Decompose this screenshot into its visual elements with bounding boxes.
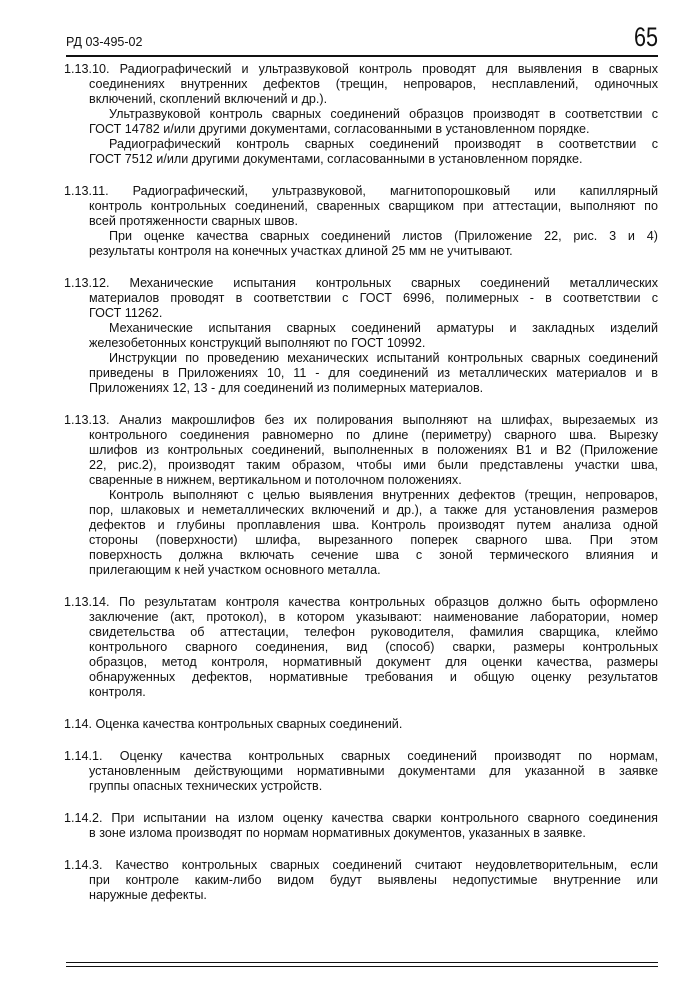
- text-line: 1.14.3. Качество контрольных сварных соединений считают неудовлетворительным, если: [64, 858, 658, 872]
- text-line: при контроле каким-либо видом будут выявлены недопустимые внутренние или: [89, 873, 658, 887]
- text-line: образцов, метод контроля, нормативный документ для оценки качества, размеры: [89, 655, 658, 669]
- text-line: 1.13.12. Механические испытания контрольных сварных соединений металлических: [64, 276, 658, 290]
- text-line: 1.13.14. По результатам контроля качества контрольных образцов должно быть оформлено: [64, 595, 658, 609]
- text-line: 22, рис.2), производят таким образом, чтобы ими были представлены участки шва,: [89, 458, 658, 472]
- text-line: Механические испытания сварных соединений арматуры и закладных изделий: [109, 321, 658, 335]
- text-line: стороны (поверхности) шлифа, вырезанного поперек сварного шва. При этом: [89, 533, 658, 547]
- text-line: контрольного сварного соединения, вид (способ) сварки, размеры контрольных: [89, 640, 658, 654]
- text-line: контрольного соединения равномерно по длине (периметру) сварного шва. Вырезку: [89, 428, 658, 442]
- text-line: всей протяженности сварных швов.: [89, 214, 298, 228]
- text-line: приведены в Приложениях 10, 11 - для соединений из металлических материалов и в: [89, 366, 658, 380]
- text-line: включений, скоплений включений и др.).: [89, 92, 328, 106]
- text-line: заключение (акт, протокол), в котором указывают: наименование лаборатории, номер: [89, 610, 658, 624]
- text-line: Контроль выполняют с целью выявления внутренних дефектов (трещин, непроваров,: [109, 488, 658, 502]
- text-line: пор, шлаковых и неметаллических включений и др.), а также для установления размеров: [89, 503, 658, 517]
- text-line: в зоне излома производят по нормам нормативных документов, указанных в заявке.: [89, 826, 586, 840]
- text-line: Инструкции по проведению механических испытаний контрольных сварных соединений: [109, 351, 658, 365]
- paragraph-1-13-14: [64, 595, 658, 700]
- text-line: При оценке качества сварных соединений листов (Приложение 22, рис. 3 и 4): [109, 229, 658, 243]
- paragraph-1-14-2: [64, 811, 658, 841]
- header-divider: [66, 55, 658, 57]
- paragraph-1-13-13: [64, 413, 658, 578]
- document-body: [64, 62, 658, 920]
- text-line: материалов проводят в соответствии с ГОСТ 6996, полимерных - в соответствии с: [89, 291, 658, 305]
- text-line: ГОСТ 14782 и/или другими документами, согласованными в установленном порядке.: [89, 122, 590, 136]
- text-line: 1.13.10. Радиографический и ультразвуковой контроль проводят для выявления в сварных: [64, 62, 658, 76]
- text-line: Радиографический контроль сварных соединений производят в соответствии с: [109, 137, 658, 151]
- text-line: наружные дефекты.: [89, 888, 207, 902]
- text-line: 1.14.1. Оценку качества контрольных сварных соединений производят по нормам,: [64, 749, 658, 763]
- text-line: прилегающим к ней участком основного металла.: [89, 563, 381, 577]
- text-line: результаты контроля на конечных участках длиной 25 мм не учитывают.: [89, 244, 513, 258]
- text-line: 1.14.2. При испытании на излом оценку качества сварки контрольного сварного соединения: [64, 811, 658, 825]
- text-line: Ультразвуковой контроль сварных соединений образцов производят в соответствии с: [109, 107, 658, 121]
- text-line: соединениях внутренних дефектов (трещин, непроваров, несплавлений, одиночных: [89, 77, 658, 91]
- text-line: ГОСТ 11262.: [89, 306, 163, 320]
- text-line: дефектов и глубины проплавления шва. Контроль производят путем анализа одной: [89, 518, 658, 532]
- paragraph-1-13-10: [64, 62, 658, 167]
- text-line: контроля.: [89, 685, 146, 699]
- paragraph-1-14-1: [64, 749, 658, 794]
- text-line: Приложениях 12, 13 - для соединений из полимерных материалов.: [89, 381, 484, 395]
- text-line: ГОСТ 7512 и/или другими документами, согласованными в установленном порядке.: [89, 152, 583, 166]
- text-line: сваренные в нижнем, вертикальном и потолочном положениях.: [89, 473, 462, 487]
- paragraph-1-13-11: [64, 184, 658, 259]
- text-line: шлифов из контрольных соединений, выполненных в положениях В1 и В2 (Приложение: [89, 443, 658, 457]
- text-line: группы опасных технических устройств.: [89, 779, 323, 793]
- paragraph-1-14: [64, 717, 658, 732]
- text-line: установленным действующими нормативными документами для указанной в заявке: [89, 764, 658, 778]
- paragraph-1-13-12: [64, 276, 658, 396]
- section-heading: 1.14. Оценка качества контрольных сварных соединений.: [64, 717, 403, 731]
- text-line: контроль контрольных соединений, сваренных сварщиком при аттестации, выполняют по: [89, 199, 658, 213]
- page-number: 65: [633, 22, 658, 52]
- text-line: поверхность должна включать сечение шва с зоной термического влияния и: [89, 548, 658, 562]
- text-line: свидетельства об аттестации, телефон руководителя, фамилия сварщика, клеймо: [89, 625, 658, 639]
- footer-divider-bottom: [66, 966, 658, 967]
- footer-divider-top: [66, 962, 658, 963]
- text-line: 1.13.11. Радиографический, ультразвуковой, магнитопорошковый или капиллярный: [64, 184, 658, 198]
- paragraph-1-14-3: [64, 858, 658, 903]
- document-code: РД 03-495-02: [66, 35, 143, 49]
- page-header: [66, 22, 658, 56]
- text-line: железобетонных конструкций выполняют по ГОСТ 10992.: [89, 336, 426, 350]
- text-line: обнаруженных дефектов, нормативные требования и общую оценку результатов: [89, 670, 658, 684]
- text-line: 1.13.13. Анализ макрошлифов без их полирования выполняют на шлифах, вырезаемых из: [64, 413, 658, 427]
